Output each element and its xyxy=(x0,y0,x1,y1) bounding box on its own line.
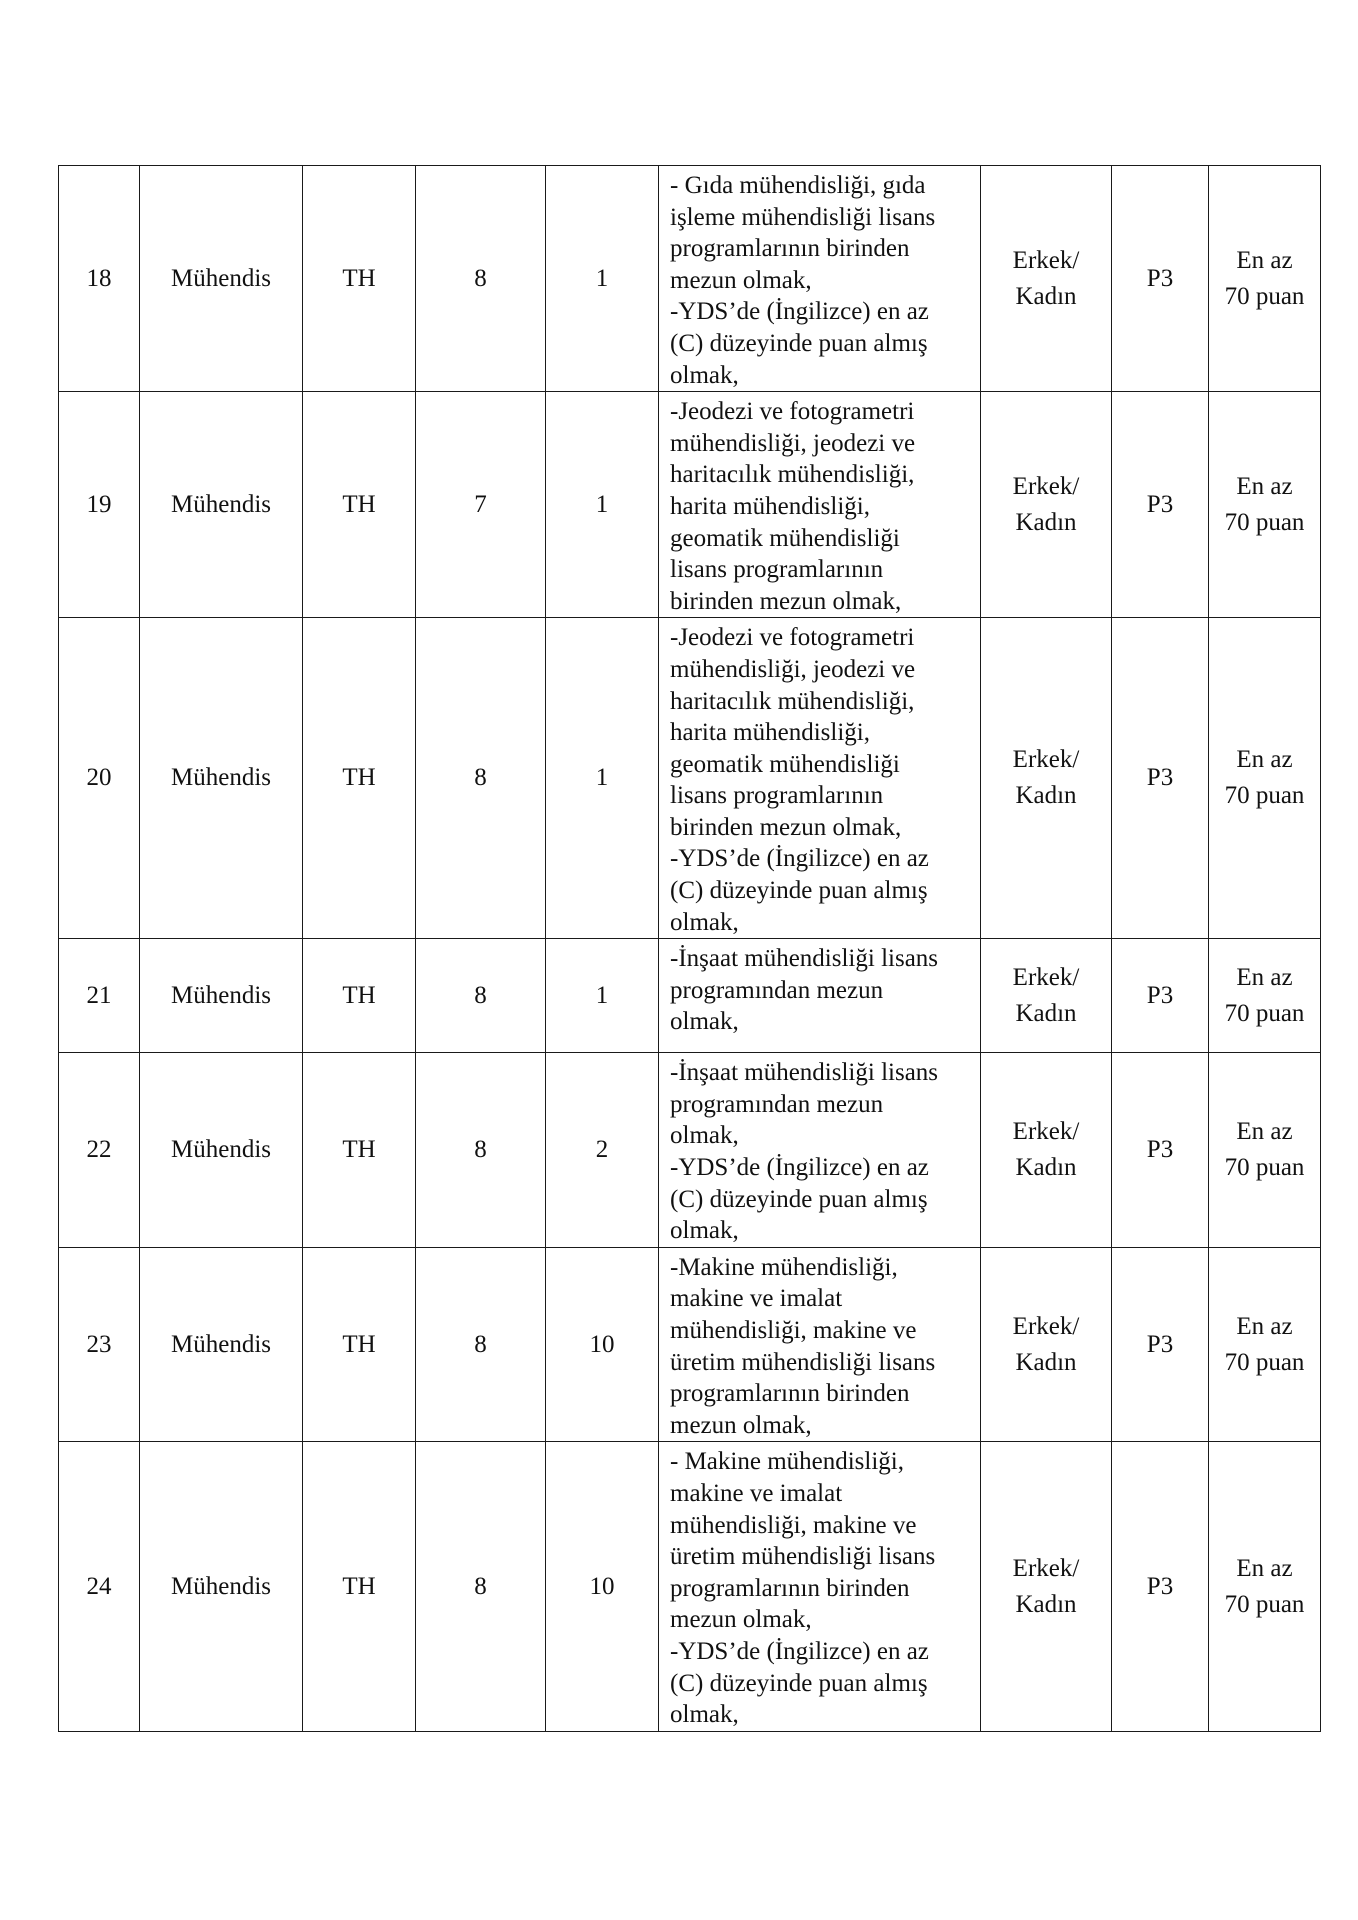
row-number-cell: 19 xyxy=(59,392,140,618)
requirements-cell: -Makine mühendisliği, makine ve imalat mühendisliği, makine ve üretim mühendisliği lisans programlarının birinden mezun olmak, xyxy=(659,1247,981,1442)
table-row xyxy=(59,392,1321,618)
score-line-2: 70 puan xyxy=(1224,1154,1305,1182)
score-type-cell: P3 xyxy=(1112,618,1209,939)
grade-cell: 8 xyxy=(416,618,546,939)
min-score-cell xyxy=(1209,618,1321,939)
score-line-1: En az xyxy=(1236,1554,1293,1582)
gender-line-1: Erkek/ xyxy=(1012,1554,1080,1582)
grade-cell: 8 xyxy=(416,1053,546,1248)
position-count-cell: 2 xyxy=(546,1053,659,1248)
score-line-1: En az xyxy=(1236,1118,1293,1146)
position-count-cell: 1 xyxy=(546,166,659,392)
position-title-cell: Mühendis xyxy=(140,166,303,392)
gender-cell xyxy=(981,392,1112,618)
gender-line-2: Kadın xyxy=(1015,282,1077,310)
score-line-1: En az xyxy=(1236,746,1293,774)
gender-line-1: Erkek/ xyxy=(1012,1118,1080,1146)
score-line-2: 70 puan xyxy=(1224,282,1305,310)
position-count-cell: 1 xyxy=(546,392,659,618)
gender-line-2: Kadın xyxy=(1015,1590,1077,1618)
score-line-2: 70 puan xyxy=(1224,999,1305,1027)
row-number-cell: 22 xyxy=(59,1053,140,1248)
gender-line-1: Erkek/ xyxy=(1012,746,1080,774)
min-score-cell xyxy=(1209,939,1321,1053)
score-type-cell: P3 xyxy=(1112,392,1209,618)
row-number-cell: 24 xyxy=(59,1442,140,1731)
requirements-cell: - Makine mühendisliği, makine ve imalat mühendisliği, makine ve üretim mühendisliği lisans programlarının birinden mezun olmak, -YDS’de (İngilizce) en az (C) düzeyinde puan almış olmak, xyxy=(659,1442,981,1731)
grade-cell: 8 xyxy=(416,1247,546,1442)
gender-line-2: Kadın xyxy=(1015,508,1077,536)
positions-table xyxy=(58,165,1321,1732)
gender-line-2: Kadın xyxy=(1015,782,1077,810)
gender-cell xyxy=(981,1442,1112,1731)
position-title-cell: Mühendis xyxy=(140,1247,303,1442)
gender-cell xyxy=(981,1053,1112,1248)
table-row xyxy=(59,939,1321,1053)
position-title-cell: Mühendis xyxy=(140,1053,303,1248)
gender-line-1: Erkek/ xyxy=(1012,472,1080,500)
score-line-1: En az xyxy=(1236,246,1293,274)
class-cell: TH xyxy=(303,1442,416,1731)
row-number-cell: 21 xyxy=(59,939,140,1053)
table-row xyxy=(59,1053,1321,1248)
class-cell: TH xyxy=(303,166,416,392)
position-count-cell: 1 xyxy=(546,618,659,939)
min-score-cell xyxy=(1209,392,1321,618)
position-count-cell: 10 xyxy=(546,1247,659,1442)
score-line-2: 70 puan xyxy=(1224,508,1305,536)
gender-line-1: Erkek/ xyxy=(1012,246,1080,274)
grade-cell: 7 xyxy=(416,392,546,618)
requirements-cell: -Jeodezi ve fotogrametri mühendisliği, jeodezi ve haritacılık mühendisliği, harita mühendisliği, geomatik mühendisliği lisans programlarının birinden mezun olmak, xyxy=(659,392,981,618)
grade-cell: 8 xyxy=(416,1442,546,1731)
score-type-cell: P3 xyxy=(1112,1247,1209,1442)
table-row xyxy=(59,1247,1321,1442)
score-line-1: En az xyxy=(1236,963,1293,991)
requirements-cell: -Jeodezi ve fotogrametri mühendisliği, jeodezi ve haritacılık mühendisliği, harita mühendisliği, geomatik mühendisliği lisans programlarının birinden mezun olmak, -YDS’de (İngilizce) en az (C) düzeyinde puan almış olmak, xyxy=(659,618,981,939)
min-score-cell xyxy=(1209,166,1321,392)
gender-cell xyxy=(981,939,1112,1053)
score-line-1: En az xyxy=(1236,1312,1293,1340)
gender-cell xyxy=(981,618,1112,939)
grade-cell: 8 xyxy=(416,939,546,1053)
gender-line-1: Erkek/ xyxy=(1012,1312,1080,1340)
score-type-cell: P3 xyxy=(1112,1053,1209,1248)
requirements-cell: -İnşaat mühendisliği lisans programından mezun olmak, xyxy=(659,939,981,1053)
min-score-cell xyxy=(1209,1247,1321,1442)
table-body xyxy=(59,166,1321,1732)
table-row xyxy=(59,1442,1321,1731)
table-row xyxy=(59,618,1321,939)
row-number-cell: 23 xyxy=(59,1247,140,1442)
class-cell: TH xyxy=(303,392,416,618)
position-count-cell: 10 xyxy=(546,1442,659,1731)
gender-line-2: Kadın xyxy=(1015,1348,1077,1376)
score-line-1: En az xyxy=(1236,472,1293,500)
requirements-cell: -İnşaat mühendisliği lisans programından mezun olmak, -YDS’de (İngilizce) en az (C) düzeyinde puan almış olmak, xyxy=(659,1053,981,1248)
min-score-cell xyxy=(1209,1442,1321,1731)
gender-cell xyxy=(981,1247,1112,1442)
grade-cell: 8 xyxy=(416,166,546,392)
table-row xyxy=(59,166,1321,392)
min-score-cell xyxy=(1209,1053,1321,1248)
row-number-cell: 20 xyxy=(59,618,140,939)
score-type-cell: P3 xyxy=(1112,1442,1209,1731)
gender-cell xyxy=(981,166,1112,392)
position-title-cell: Mühendis xyxy=(140,939,303,1053)
gender-line-2: Kadın xyxy=(1015,999,1077,1027)
gender-line-2: Kadın xyxy=(1015,1154,1077,1182)
row-number-cell: 18 xyxy=(59,166,140,392)
position-count-cell: 1 xyxy=(546,939,659,1053)
gender-line-1: Erkek/ xyxy=(1012,963,1080,991)
class-cell: TH xyxy=(303,1247,416,1442)
score-type-cell: P3 xyxy=(1112,939,1209,1053)
position-title-cell: Mühendis xyxy=(140,392,303,618)
class-cell: TH xyxy=(303,618,416,939)
score-type-cell: P3 xyxy=(1112,166,1209,392)
score-line-2: 70 puan xyxy=(1224,782,1305,810)
score-line-2: 70 puan xyxy=(1224,1590,1305,1618)
position-title-cell: Mühendis xyxy=(140,618,303,939)
class-cell: TH xyxy=(303,1053,416,1248)
score-line-2: 70 puan xyxy=(1224,1348,1305,1376)
class-cell: TH xyxy=(303,939,416,1053)
position-title-cell: Mühendis xyxy=(140,1442,303,1731)
requirements-cell: - Gıda mühendisliği, gıda işleme mühendisliği lisans programlarının birinden mezun olmak, -YDS’de (İngilizce) en az (C) düzeyinde puan almış olmak, xyxy=(659,166,981,392)
